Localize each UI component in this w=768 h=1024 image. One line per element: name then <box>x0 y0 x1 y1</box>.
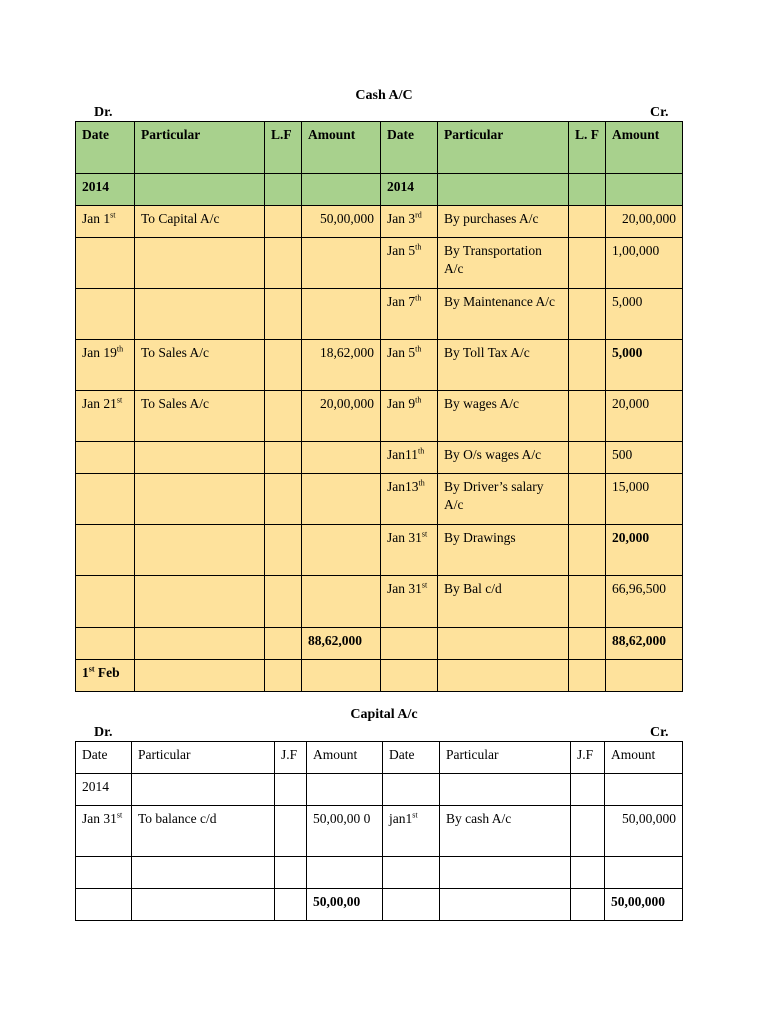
amount-cell: 15,000 <box>606 474 683 525</box>
capital-credit-label: Cr. <box>650 725 669 740</box>
date-cell: Jan 31st <box>381 525 438 576</box>
header-date: Date <box>383 742 440 774</box>
particular-cell: To Sales A/c <box>135 340 265 391</box>
table-row <box>76 576 683 628</box>
date-cell: Jan 7th <box>381 289 438 340</box>
cash-debit-label: Dr. <box>94 105 113 120</box>
header-lf: L. F <box>569 122 606 174</box>
particular-cell: By wages A/c <box>438 391 569 442</box>
particular-cell: By O/s wages A/c <box>438 442 569 474</box>
header-jf: J.F <box>571 742 605 774</box>
header-particular: Particular <box>135 122 265 174</box>
amount-cell: 1,00,000 <box>606 238 683 289</box>
amount-cell: 500 <box>606 442 683 474</box>
particular-cell: By purchases A/c <box>438 206 569 238</box>
header-date: Date <box>76 122 135 174</box>
year-cell: 2014 <box>76 774 132 806</box>
cash-credit-label: Cr. <box>650 105 669 120</box>
header-lf: L.F <box>265 122 302 174</box>
date-cell: Jan 31st <box>76 806 132 857</box>
date-cell: Jan 31st <box>381 576 438 628</box>
header-amount: Amount <box>605 742 683 774</box>
capital-header-row <box>76 742 683 774</box>
total-amount-left: 88,62,000 <box>302 628 381 660</box>
cash-account-title: Cash A/C <box>355 88 413 103</box>
table-row <box>76 474 683 525</box>
capital-debit-label: Dr. <box>94 725 113 740</box>
date-cell: Jan 5th <box>381 340 438 391</box>
date-cell: Jan 5th <box>381 238 438 289</box>
particular-cell: By Bal c/d <box>438 576 569 628</box>
table-row <box>76 238 683 289</box>
table-row <box>76 525 683 576</box>
table-row <box>76 206 683 238</box>
capital-total-row <box>76 889 683 921</box>
date-cell: Jan 3rd <box>381 206 438 238</box>
header-amount: Amount <box>307 742 383 774</box>
header-particular: Particular <box>438 122 569 174</box>
date-cell: Jan 9th <box>381 391 438 442</box>
total-amount-right: 50,00,000 <box>605 889 683 921</box>
year-cell: 2014 <box>76 174 135 206</box>
amount-cell: 20,000 <box>606 525 683 576</box>
cash-total-row <box>76 628 683 660</box>
header-amount: Amount <box>302 122 381 174</box>
table-row <box>76 857 683 889</box>
particular-cell: By Driver’s salary A/c <box>438 474 569 525</box>
date-cell: Jan 1st <box>76 206 135 238</box>
amount-cell: 66,96,500 <box>606 576 683 628</box>
header-date: Date <box>381 122 438 174</box>
date-cell: Jan 19th <box>76 340 135 391</box>
capital-account-table <box>75 741 683 921</box>
date-cell: 1st Feb <box>76 660 135 692</box>
amount-cell: 20,00,000 <box>606 206 683 238</box>
year-cell: 2014 <box>381 174 438 206</box>
particular-cell: To Sales A/c <box>135 391 265 442</box>
date-cell: Jan11th <box>381 442 438 474</box>
particular-cell: By Drawings <box>438 525 569 576</box>
header-date: Date <box>76 742 132 774</box>
amount-cell: 18,62,000 <box>302 340 381 391</box>
amount-cell: 50,00,000 <box>302 206 381 238</box>
table-row <box>76 289 683 340</box>
particular-cell: To Capital A/c <box>135 206 265 238</box>
cash-header-row <box>76 122 683 174</box>
particular-cell: By Transportation A/c <box>438 238 569 289</box>
cash-feb-row <box>76 660 683 692</box>
particular-cell: By Maintenance A/c <box>438 289 569 340</box>
amount-cell: 5,000 <box>606 340 683 391</box>
table-row <box>76 442 683 474</box>
header-jf: J.F <box>275 742 307 774</box>
amount-cell: 5,000 <box>606 289 683 340</box>
capital-account-title: Capital A/c <box>350 707 418 722</box>
amount-cell: 20,000 <box>606 391 683 442</box>
table-row <box>76 806 683 857</box>
amount-cell: 20,00,000 <box>302 391 381 442</box>
header-amount: Amount <box>606 122 683 174</box>
amount-cell: 50,00,000 <box>605 806 683 857</box>
cash-account-table <box>75 121 683 692</box>
table-row <box>76 391 683 442</box>
total-amount-right: 88,62,000 <box>606 628 683 660</box>
date-cell: Jan 21st <box>76 391 135 442</box>
table-row <box>76 340 683 391</box>
particular-cell: To balance c/d <box>132 806 275 857</box>
date-cell: Jan13th <box>381 474 438 525</box>
capital-year-row <box>76 774 683 806</box>
header-particular: Particular <box>440 742 571 774</box>
particular-cell: By Toll Tax A/c <box>438 340 569 391</box>
total-amount-left: 50,00,00 <box>307 889 383 921</box>
cash-year-row <box>76 174 683 206</box>
date-cell: jan1st <box>383 806 440 857</box>
particular-cell: By cash A/c <box>440 806 571 857</box>
amount-cell: 50,00,00 0 <box>307 806 383 857</box>
header-particular: Particular <box>132 742 275 774</box>
